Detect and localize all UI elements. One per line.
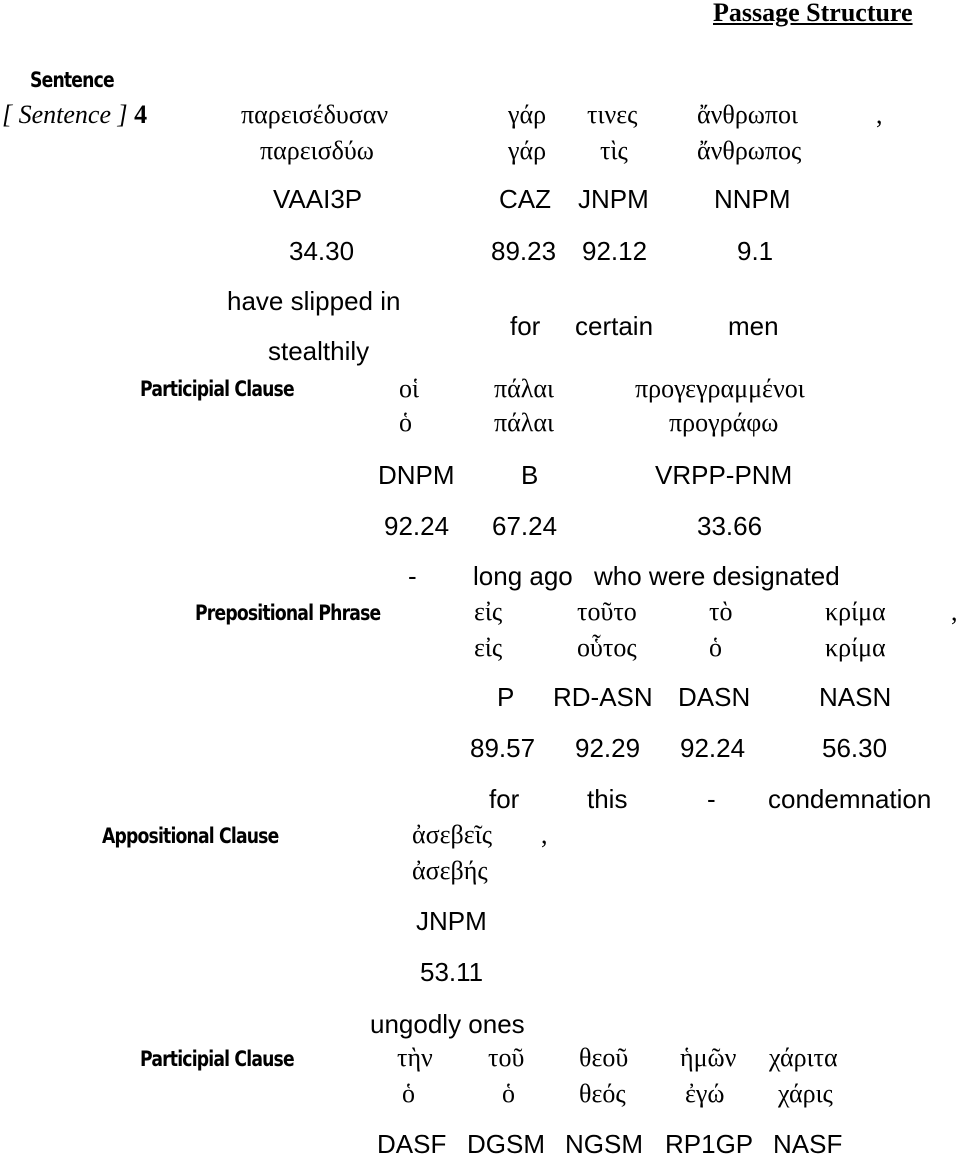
greek-word: οἱ bbox=[399, 374, 419, 403]
punctuation: , bbox=[951, 597, 958, 626]
greek-word: ἄνθρωποι bbox=[697, 100, 799, 129]
greek-word: τινες bbox=[587, 100, 638, 129]
gloss: for bbox=[510, 311, 541, 341]
greek-word: προγεγραμμένοι bbox=[635, 374, 805, 403]
morph-code: JNPM bbox=[578, 184, 649, 214]
morph-code: DASF bbox=[377, 1129, 447, 1159]
gloss: certain bbox=[575, 311, 654, 341]
lemma: ὁ bbox=[399, 408, 412, 437]
gloss: condemnation bbox=[768, 784, 932, 814]
morph-code: NGSM bbox=[565, 1129, 643, 1159]
gloss: for bbox=[489, 784, 520, 814]
domain-number: 56.30 bbox=[822, 733, 888, 763]
lemma: ὁ bbox=[402, 1079, 415, 1108]
morph-code: DGSM bbox=[467, 1129, 545, 1159]
morph-code: JNPM bbox=[416, 906, 487, 936]
morph-code: DNPM bbox=[378, 460, 455, 490]
morph-code: P bbox=[497, 682, 515, 712]
greek-word: τὸ bbox=[709, 597, 733, 626]
greek-word: πάλαι bbox=[494, 374, 554, 403]
clause-label: Appositional Clause bbox=[102, 824, 279, 848]
lemma: ἐγώ bbox=[685, 1079, 725, 1108]
lemma: οὗτος bbox=[577, 633, 637, 662]
domain-number: 67.24 bbox=[492, 511, 558, 541]
punctuation: , bbox=[876, 100, 883, 129]
greek-word: τὴν bbox=[397, 1043, 433, 1072]
lemma: εἰς bbox=[474, 633, 503, 662]
greek-word: εἰς bbox=[474, 597, 503, 626]
lemma: ὁ bbox=[709, 633, 722, 662]
sentence-ref bbox=[2, 100, 147, 130]
gloss: ungodly ones bbox=[370, 1009, 525, 1039]
domain-number: 92.24 bbox=[384, 511, 450, 541]
morph-code: CAZ bbox=[499, 184, 551, 214]
gloss: this bbox=[587, 784, 628, 814]
gloss: - bbox=[707, 784, 716, 814]
lemma: χάρις bbox=[778, 1079, 833, 1108]
domain-number: 92.29 bbox=[575, 733, 641, 763]
gloss: - bbox=[408, 561, 417, 591]
greek-word: γάρ bbox=[508, 100, 547, 129]
clause-label: Participial Clause bbox=[140, 377, 294, 401]
lemma: θεός bbox=[579, 1079, 626, 1108]
gloss: long ago bbox=[473, 561, 573, 591]
gloss: who were designated bbox=[594, 561, 840, 591]
morph-code: RD-ASN bbox=[553, 682, 653, 712]
domain-number: 92.24 bbox=[680, 733, 746, 763]
greek-word: ἡμῶν bbox=[680, 1043, 737, 1072]
punctuation: , bbox=[541, 820, 548, 849]
morph-code: NASN bbox=[819, 682, 892, 712]
domain-number: 92.12 bbox=[582, 236, 648, 266]
lemma: κρίμα bbox=[825, 633, 886, 662]
morph-code: RP1GP bbox=[665, 1129, 754, 1159]
lemma: τὶς bbox=[600, 136, 628, 165]
lemma: ἄνθρωπος bbox=[697, 136, 802, 165]
greek-word: τοῦτο bbox=[577, 597, 637, 626]
gloss: have slipped in bbox=[227, 286, 401, 316]
clause-label: Participial Clause bbox=[140, 1047, 294, 1071]
lemma: ἀσεβής bbox=[412, 856, 488, 885]
lemma: γάρ bbox=[508, 136, 547, 165]
greek-word: ἀσεβεῖς bbox=[412, 820, 492, 849]
domain-number: 89.57 bbox=[470, 733, 536, 763]
lemma: ὁ bbox=[502, 1079, 515, 1108]
greek-word: τοῦ bbox=[488, 1043, 525, 1072]
gloss: men bbox=[728, 311, 779, 341]
morph-code: NNPM bbox=[714, 184, 791, 214]
domain-number: 9.1 bbox=[737, 236, 774, 266]
lemma: προγράφω bbox=[669, 408, 779, 437]
lemma: παρεισδύω bbox=[260, 136, 374, 165]
greek-word: θεοῦ bbox=[579, 1043, 629, 1072]
morph-code: NASF bbox=[773, 1129, 843, 1159]
verse-number: 4 bbox=[134, 100, 148, 129]
page-title: Passage Structure bbox=[713, 0, 913, 27]
morph-code: VAAI3P bbox=[273, 184, 363, 214]
domain-number: 89.23 bbox=[491, 236, 557, 266]
morph-code: DASN bbox=[678, 682, 751, 712]
sentence-ref-label: [ Sentence ] bbox=[2, 100, 128, 129]
domain-number: 53.11 bbox=[420, 957, 484, 987]
domain-number: 33.66 bbox=[697, 511, 763, 541]
greek-word: κρίμα bbox=[825, 597, 886, 626]
morph-code: VRPP-PNM bbox=[655, 460, 793, 490]
clause-label: Prepositional Phrase bbox=[195, 601, 381, 625]
gloss: stealthily bbox=[268, 336, 370, 366]
sentence-header: Sentence bbox=[30, 68, 114, 92]
greek-word: χάριτα bbox=[769, 1043, 838, 1072]
greek-word: παρεισέδυσαν bbox=[241, 100, 389, 129]
lemma: πάλαι bbox=[494, 408, 554, 437]
morph-code: B bbox=[521, 460, 539, 490]
domain-number: 34.30 bbox=[289, 236, 355, 266]
